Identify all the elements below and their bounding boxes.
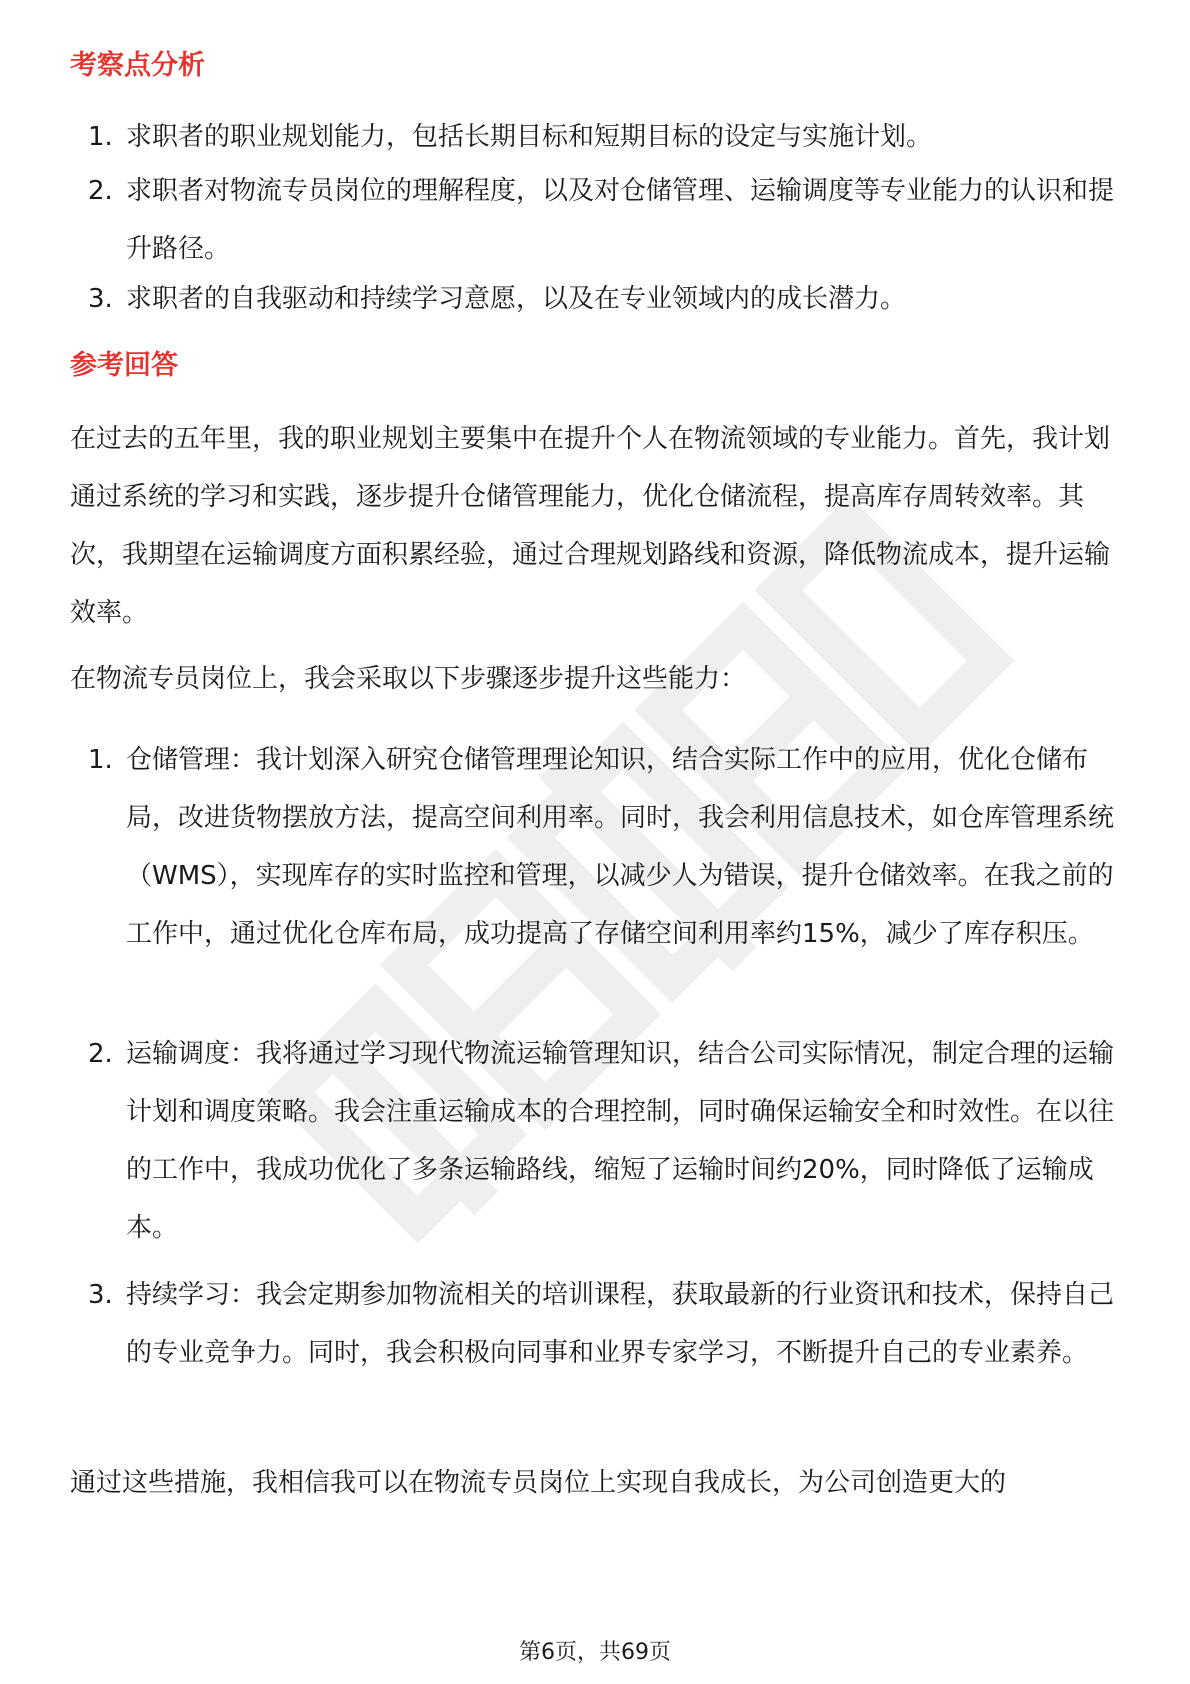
list-number: 1. [88, 745, 113, 775]
answer-heading: 参考回答 [70, 350, 178, 381]
list-text: 持续学习：我会定期参加物流相关的培训课程，获取最新的行业资讯和技术，保持自己的专业竞争力。同时，我会积极向同事和业界专家学习，不断提升自己的专业素养。 [126, 1280, 1115, 1368]
list-number: 3. [88, 1280, 113, 1310]
list-text: 求职者的自我驱动和持续学习意愿，以及在专业领域内的成长潜力。 [126, 284, 907, 314]
analysis-heading: 考察点分析 [70, 50, 205, 81]
answer-intro-paragraph: 在过去的五年里，我的职业规划主要集中在提升个人在物流领域的专业能力。首先，我计划通过系统的学习和实践，逐步提升仓储管理能力，优化仓储流程，提高库存周转效率。其次，我期望在运输调度方面积累经验，通过合理规划路线和资源，降低物流成本，提升运输效率。 [70, 424, 1111, 628]
list-text: 仓储管理：我计划深入研究仓储管理理论知识，结合实际工作中的应用，优化仓储布局，改进货物摆放方法，提高空间利用率。同时，我会利用信息技术，如仓库管理系统（WMS），实现库存的实时监控和管理，以减少人为错误，提升仓储效率。在我之前的工作中，通过优化仓库布局，成功提高了存储空间利用率约15%，减少了库存积压。 [126, 745, 1115, 949]
page-number-footer: 第6页，共69页 [519, 1640, 671, 1665]
list-number: 2. [88, 176, 113, 206]
list-number: 3. [88, 284, 113, 314]
list-text: 求职者的职业规划能力，包括长期目标和短期目标的设定与实施计划。 [126, 122, 933, 152]
list-number: 2. [88, 1039, 113, 1069]
closing-paragraph: 通过这些措施，我相信我可以在物流专员岗位上实现自我成长，为公司创造更大的 [70, 1468, 1007, 1498]
list-text: 求职者对物流专员岗位的理解程度，以及对仓储管理、运输调度等专业能力的认识和提升路径。 [126, 176, 1115, 264]
list-number: 1. [88, 122, 113, 152]
list-text: 运输调度：我将通过学习现代物流运输管理知识，结合公司实际情况，制定合理的运输计划和调度策略。我会注重运输成本的合理控制，同时确保运输安全和时效性。在以往的工作中，我成功优化了多条运输路线，缩短了运输时间约20%，同时降低了运输成本。 [126, 1039, 1115, 1243]
steps-intro-paragraph: 在物流专员岗位上，我会采取以下步骤逐步提升这些能力： [70, 664, 747, 694]
